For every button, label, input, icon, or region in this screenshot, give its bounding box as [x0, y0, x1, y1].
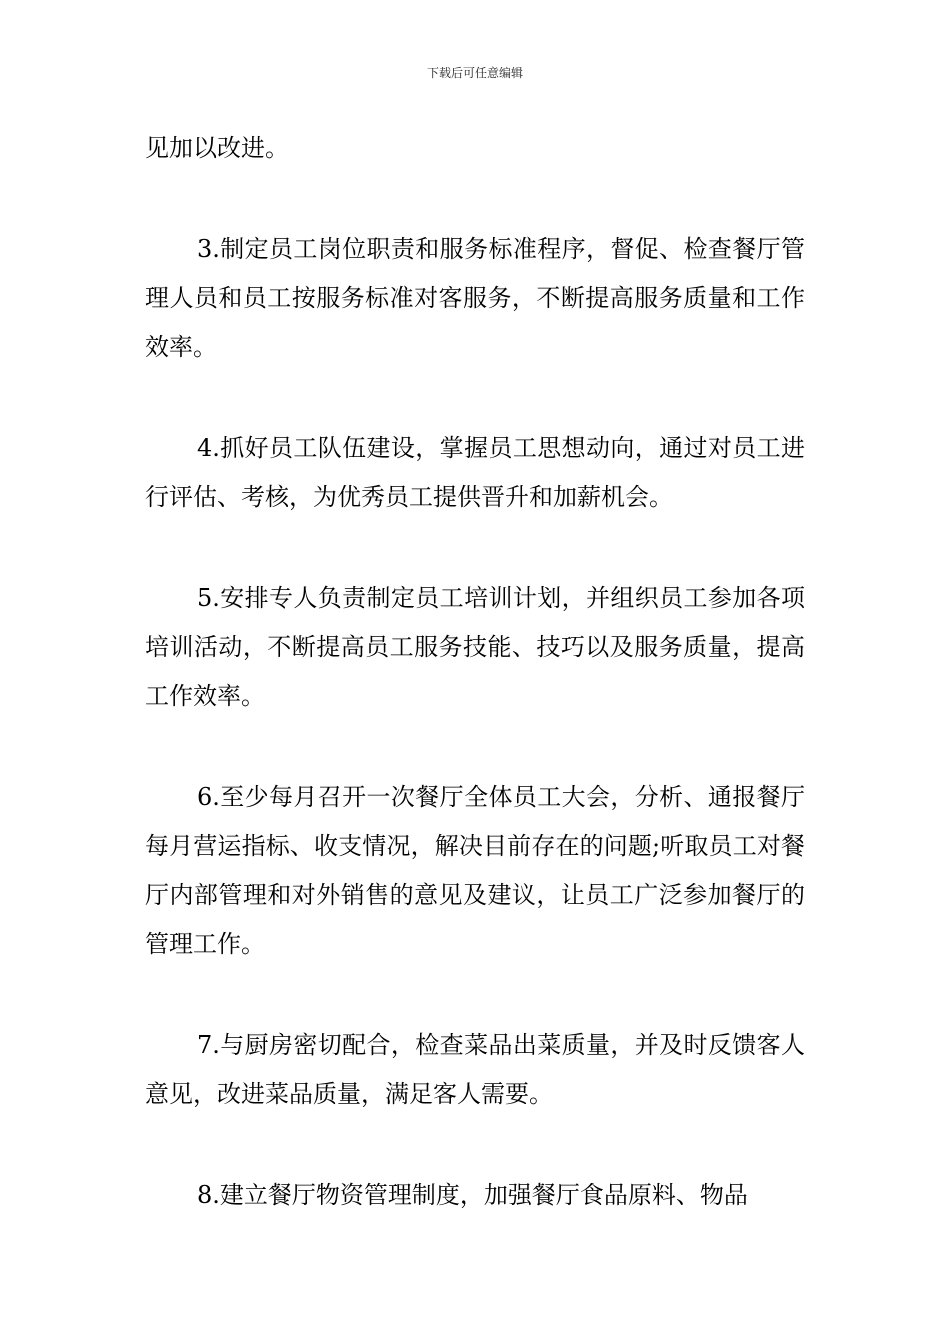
paragraph-continuation: 见加以改进。	[145, 134, 289, 162]
paragraph-item-6: 6.至少每月召开一次餐厅全体员工大会，分析、通报餐厅每月营运指标、收支情况，解决目前存在的问题;听取员工对餐厅内部管理和对外销售的意见及建议，让员工广泛参加餐厅的管理工作。	[145, 783, 805, 958]
document-body	[145, 124, 805, 1220]
paragraph-item-3: 3.制定员工岗位职责和服务标准程序，督促、检查餐厅管理人员和员工按服务标准对客服务，不断提高服务质量和工作效率。	[145, 235, 805, 361]
paragraph-item-5: 5.安排专人负责制定员工培训计划，并组织员工参加各项培训活动，不断提高员工服务技能、技巧以及服务质量，提高工作效率。	[145, 584, 805, 710]
paragraph-item-8: 8.建立餐厅物资管理制度，加强餐厅食品原料、物品	[197, 1181, 748, 1209]
page-header: 下载后可任意编辑	[426, 66, 523, 80]
paragraph-item-7: 7.与厨房密切配合，检查菜品出菜质量，并及时反馈客人意见，改进菜品质量，满足客人需要。	[145, 1031, 805, 1108]
paragraph-item-4: 4.抓好员工队伍建设，掌握员工思想动向，通过对员工进行评估、考核，为优秀员工提供晋升和加薪机会。	[145, 434, 805, 511]
